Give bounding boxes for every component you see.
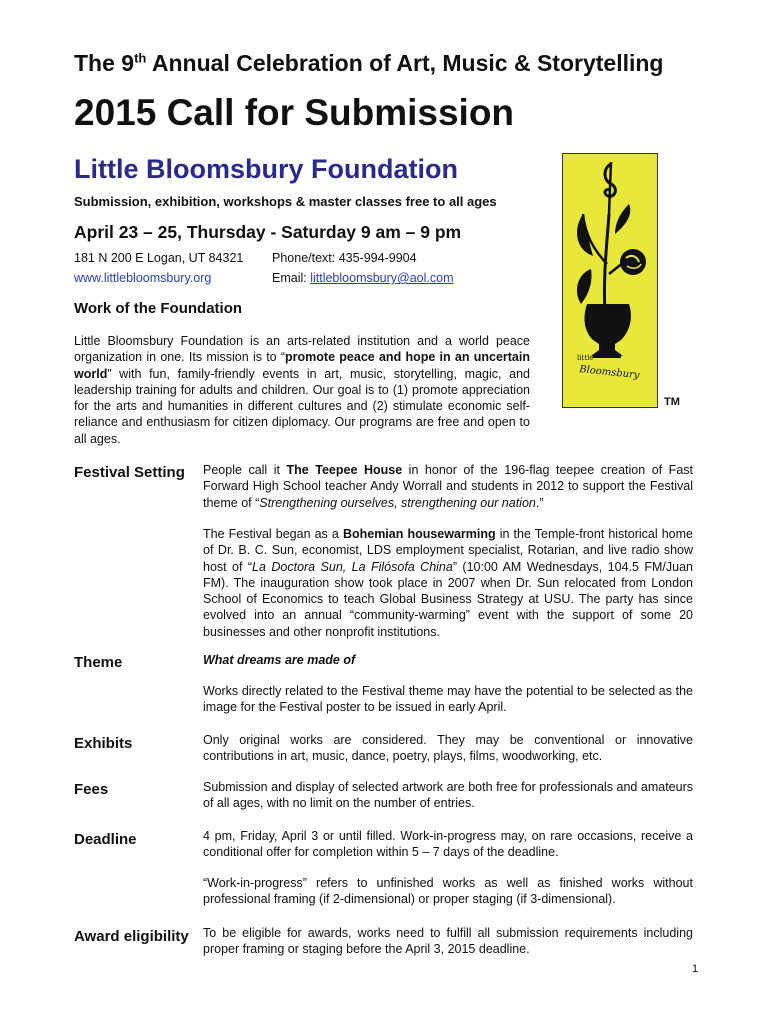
festival-text-italic-2: La Doctora Sun, La Filósofa China	[252, 559, 453, 574]
festival-paragraph-1	[203, 462, 693, 511]
label-theme: Theme	[74, 654, 123, 671]
organization-name: Little Bloomsbury Foundation	[74, 154, 458, 184]
festival-text-b2: in the Temple-front historical home of Dr. B. C. Sun, economist, LDS employment specialist, Rotarian, and live radio show host of “	[203, 527, 694, 574]
festival-text-a1: People call it	[203, 463, 287, 477]
festival-text-italic: Strengthening ourselves, strengthening our nation	[259, 495, 536, 510]
festival-text-bold: The Teepee House	[286, 463, 403, 477]
award-paragraph: To be eligible for awards, works need to fulfill all submission requirements including proper framing or staging before the April 3, 2015 deadline.	[203, 926, 693, 957]
trademark-mark: TM	[664, 396, 680, 408]
work-text-bold: promote peace and hope in an uncertain world	[74, 350, 530, 381]
label-fees: Fees	[74, 781, 109, 798]
logo-text-little: little	[577, 354, 594, 362]
heading-superscript: th	[134, 50, 147, 66]
work-paragraph	[74, 333, 530, 447]
label-exhibits: Exhibits	[74, 735, 133, 752]
work-text-1: Little Bloomsbury Foundation is an arts-related institution and a world peace organization in one. Its mission is to “	[74, 334, 530, 365]
label-award-eligibility: Award eligibility	[74, 928, 189, 945]
email-link[interactable]: littlebloomsbury@aol.com	[310, 271, 454, 285]
phone: Phone/text: 435-994-9904	[272, 251, 417, 265]
heading-prefix: The 9	[74, 50, 135, 76]
address: 181 N 200 E Logan, UT 84321	[74, 251, 244, 265]
festival-text-a3: .”	[535, 495, 544, 510]
subtitle: Submission, exhibition, workshops & master classes free to all ages	[74, 194, 497, 209]
festival-paragraph-2	[203, 526, 693, 640]
label-deadline: Deadline	[74, 831, 137, 848]
festival-text-bold-2: Bohemian housewarming	[342, 527, 496, 541]
event-edition-heading	[74, 50, 663, 77]
page-number: 1	[692, 963, 699, 975]
heading-suffix: Annual Celebration of Art, Music & Storytelling	[146, 50, 664, 76]
label-festival-setting: Festival Setting	[74, 464, 185, 481]
work-heading: Work of the Foundation	[74, 300, 243, 317]
email-label: Email:	[272, 271, 311, 285]
theme-paragraph: Works directly related to the Festival theme may have the potential to be selected as the image for the Festival poster to be issued in early April.	[203, 684, 693, 715]
festival-text-b1: The Festival began as a	[203, 527, 343, 541]
festival-text-a2: in honor of the 196-flag teepee creation of Fast Forward High School teacher Andy Worrall and students in 2012 to support the Festival theme of “	[203, 463, 693, 510]
logo-text-name: Bloomsbury	[578, 364, 640, 382]
fees-paragraph: Submission and display of selected artwork are both free for professionals and amateurs of all ages, with no limit on the number of entries.	[203, 780, 693, 811]
email-line	[272, 271, 454, 285]
exhibits-paragraph: Only original works are considered. They may be conventional or innovative contributions in art, music, dance, poetry, plays, films, woodworking, etc.	[203, 733, 693, 764]
foundation-logo	[562, 153, 658, 408]
work-text-2: ” with fun, family-friendly events in art, music, storytelling, magic, and leadership training for adults and children. Our goal is to (1) promote appreciation for the arts and humanities in different cultures and (2) stimulate economic self-reliance and enthusiasm for citizen diplomacy. Our programs are free and open to all ages.	[74, 366, 530, 446]
deadline-paragraph-1: 4 pm, Friday, April 3 or until filled. Work-in-progress may, on rare occasions, receive a conditional offer for completion within 5 – 7 days of the deadline.	[203, 829, 693, 860]
flower-vase-icon	[563, 154, 657, 407]
deadline-paragraph-2: “Work-in-progress” refers to unfinished works as well as finished works without professional framing (if 2-dimensional) or proper staging (if 3-dimensional).	[203, 876, 693, 907]
theme-title: What dreams are made of	[203, 653, 356, 667]
festival-text-b3: ” (10:00 AM Wednesdays, 104.5 FM/Juan FM). The inauguration show took place in 2007 when Dr. Sun relocated from London School of Economics to teach Global Business Strategy at USU. The party has since evolved into an annual “community-warming” event with the support of some 20 businesses and other nonprofit institutions.	[203, 559, 693, 639]
event-dates: April 23 – 25, Thursday - Saturday 9 am – 9 pm	[74, 222, 462, 242]
website-link[interactable]: www.littlebloomsbury.org	[74, 271, 212, 285]
page-title: 2015 Call for Submission	[74, 92, 515, 133]
